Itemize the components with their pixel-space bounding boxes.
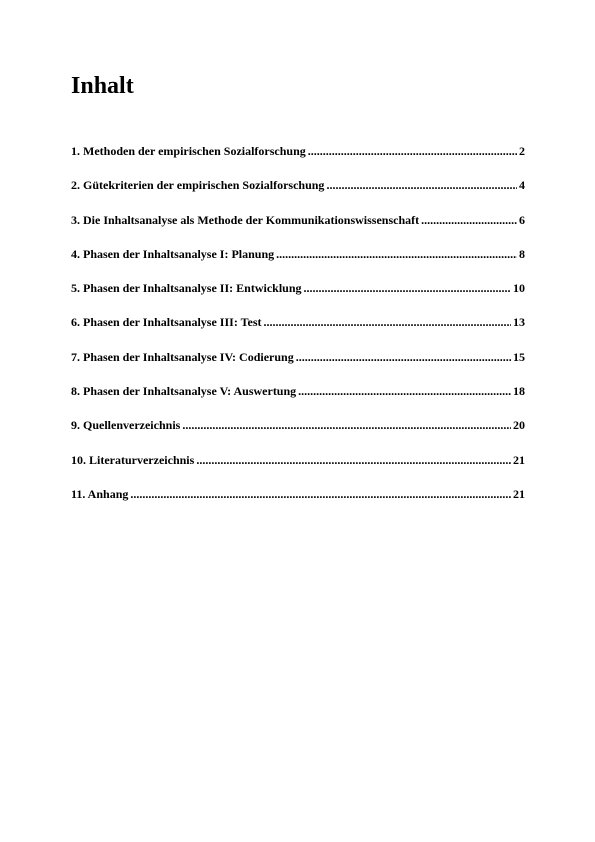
table-of-contents bbox=[71, 143, 525, 520]
toc-entry-page-number: 4 bbox=[519, 178, 525, 193]
toc-entry-7[interactable] bbox=[71, 349, 525, 383]
toc-entry-label: 5. Phasen der Inhaltsanalyse II: Entwicklung bbox=[71, 281, 302, 296]
toc-entry-page-number: 13 bbox=[513, 315, 525, 330]
dot-leader bbox=[130, 486, 511, 502]
dot-leader bbox=[196, 452, 511, 468]
toc-entry-label: 7. Phasen der Inhaltsanalyse IV: Codierung bbox=[71, 349, 294, 364]
toc-entry-page-number: 21 bbox=[513, 486, 525, 501]
toc-entry-2[interactable] bbox=[71, 177, 525, 211]
toc-entry-label: 11. Anhang bbox=[71, 486, 129, 501]
toc-entry-5[interactable] bbox=[71, 280, 525, 314]
toc-entry-10[interactable] bbox=[71, 452, 525, 486]
toc-entry-page-number: 2 bbox=[519, 144, 525, 158]
toc-entry-4[interactable] bbox=[71, 246, 525, 280]
toc-entry-8[interactable] bbox=[71, 383, 525, 417]
toc-entry-label: 9. Quellenverzeichnis bbox=[71, 418, 181, 433]
toc-entry-11[interactable] bbox=[71, 486, 525, 520]
toc-entry-page-number: 6 bbox=[519, 212, 525, 227]
dot-leader bbox=[304, 280, 512, 296]
dot-leader bbox=[264, 314, 512, 330]
toc-entry-label: 3. Die Inhaltsanalyse als Methode der Kommunikationswissenschaft bbox=[71, 212, 420, 227]
toc-entry-3[interactable] bbox=[71, 212, 525, 246]
toc-entry-label: 6. Phasen der Inhaltsanalyse III: Test bbox=[71, 315, 262, 330]
toc-entry-page-number: 18 bbox=[513, 384, 525, 399]
dot-leader bbox=[296, 349, 511, 365]
dot-leader bbox=[308, 143, 517, 159]
toc-entry-label: 2. Gütekriterien der empirischen Sozialforschung bbox=[71, 178, 325, 193]
toc-entry-page-number: 10 bbox=[513, 281, 525, 296]
dot-leader bbox=[276, 246, 517, 262]
dot-leader bbox=[421, 212, 517, 228]
dot-leader bbox=[298, 383, 511, 399]
toc-entry-page-number: 21 bbox=[513, 452, 525, 467]
toc-entry-label: 8. Phasen der Inhaltsanalyse V: Auswertung bbox=[71, 384, 297, 399]
toc-entry-label: 1. Methoden der empirischen Sozialforschung bbox=[71, 144, 306, 158]
toc-entry-page-number: 8 bbox=[519, 246, 525, 261]
toc-entry-label: 4. Phasen der Inhaltsanalyse I: Planung bbox=[71, 246, 275, 261]
toc-entry-9[interactable] bbox=[71, 417, 525, 451]
toc-entry-label: 10. Literaturverzeichnis bbox=[71, 452, 195, 467]
toc-entry-page-number: 15 bbox=[513, 349, 525, 364]
toc-title: Inhalt bbox=[71, 73, 134, 99]
dot-leader bbox=[326, 177, 517, 193]
toc-entry-1[interactable] bbox=[71, 143, 525, 177]
toc-entry-page-number: 20 bbox=[513, 418, 525, 433]
toc-entry-6[interactable] bbox=[71, 314, 525, 348]
dot-leader bbox=[182, 417, 511, 433]
